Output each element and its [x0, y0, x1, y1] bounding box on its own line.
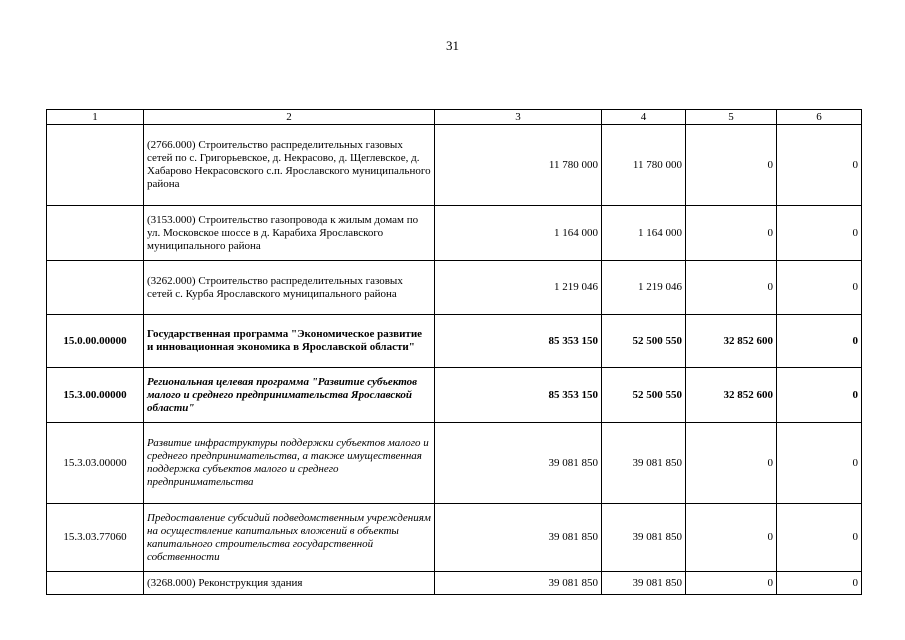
row-code: 15.3.03.00000: [47, 423, 144, 504]
row-value-col5: 0: [686, 261, 777, 315]
table-row: [47, 504, 862, 572]
table-row: [47, 261, 862, 315]
column-header: 1: [47, 110, 144, 125]
row-value-col3: 11 780 000: [435, 125, 602, 206]
row-name: Предоставление субсидий подведомственным учреждениям на осуществление капитальных вложений в объекты капитального строительства государственной собственности: [144, 504, 435, 572]
row-value-col5: 0: [686, 206, 777, 261]
row-name: Развитие инфраструктуры поддержки субъектов малого и среднего предпринимательства, а также имущественная поддержка субъектов малого и среднего предпринимательства: [144, 423, 435, 504]
row-value-col3: 1 164 000: [435, 206, 602, 261]
row-code: 15.3.00.00000: [47, 368, 144, 423]
row-value-col3: 85 353 150: [435, 315, 602, 368]
row-value-col4: 52 500 550: [602, 368, 686, 423]
row-name: (3262.000) Строительство распределительных газовых сетей с. Курба Ярославского муниципального района: [144, 261, 435, 315]
row-name: (3268.000) Реконструкция здания: [144, 572, 435, 595]
column-header: 2: [144, 110, 435, 125]
row-value-col3: 85 353 150: [435, 368, 602, 423]
row-value-col5: 0: [686, 423, 777, 504]
column-header: 3: [435, 110, 602, 125]
row-name: (2766.000) Строительство распределительных газовых сетей по с. Григорьевское, д. Некрасово, д. Щеглевское, д. Хабарово Некрасовского с.п. Ярославского муниципального района: [144, 125, 435, 206]
row-code: 15.0.00.00000: [47, 315, 144, 368]
row-value-col3: 39 081 850: [435, 572, 602, 595]
row-value-col6: 0: [777, 368, 862, 423]
row-value-col3: 39 081 850: [435, 423, 602, 504]
table-row: [47, 125, 862, 206]
table-header-row: [47, 110, 862, 125]
row-name: Государственная программа "Экономическое развитие и инновационная экономика в Ярославской области": [144, 315, 435, 368]
row-value-col6: 0: [777, 261, 862, 315]
row-value-col6: 0: [777, 572, 862, 595]
row-value-col4: 39 081 850: [602, 423, 686, 504]
row-value-col6: 0: [777, 315, 862, 368]
table-row: [47, 423, 862, 504]
column-header: 5: [686, 110, 777, 125]
row-value-col3: 1 219 046: [435, 261, 602, 315]
table-row: [47, 315, 862, 368]
row-value-col5: 0: [686, 125, 777, 206]
row-value-col4: 39 081 850: [602, 572, 686, 595]
row-name: Региональная целевая программа "Развитие субъектов малого и среднего предпринимательства Ярославской области": [144, 368, 435, 423]
table-row: [47, 206, 862, 261]
table-row: [47, 368, 862, 423]
row-value-col5: 0: [686, 504, 777, 572]
row-value-col4: 1 164 000: [602, 206, 686, 261]
row-code: [47, 125, 144, 206]
row-value-col4: 11 780 000: [602, 125, 686, 206]
row-value-col6: 0: [777, 206, 862, 261]
row-value-col6: 0: [777, 504, 862, 572]
row-code: 15.3.03.77060: [47, 504, 144, 572]
row-code: [47, 572, 144, 595]
row-value-col5: 32 852 600: [686, 315, 777, 368]
row-value-col4: 52 500 550: [602, 315, 686, 368]
row-value-col6: 0: [777, 423, 862, 504]
row-value-col5: 32 852 600: [686, 368, 777, 423]
budget-table: [46, 109, 862, 595]
table-row: [47, 572, 862, 595]
row-value-col6: 0: [777, 125, 862, 206]
row-name: (3153.000) Строительство газопровода к жилым домам по ул. Московское шоссе в д. Карабиха Ярославского муниципального района: [144, 206, 435, 261]
row-value-col5: 0: [686, 572, 777, 595]
row-value-col3: 39 081 850: [435, 504, 602, 572]
page-number: 31: [446, 38, 459, 53]
row-value-col4: 39 081 850: [602, 504, 686, 572]
row-code: [47, 206, 144, 261]
column-header: 6: [777, 110, 862, 125]
row-code: [47, 261, 144, 315]
row-value-col4: 1 219 046: [602, 261, 686, 315]
column-header: 4: [602, 110, 686, 125]
